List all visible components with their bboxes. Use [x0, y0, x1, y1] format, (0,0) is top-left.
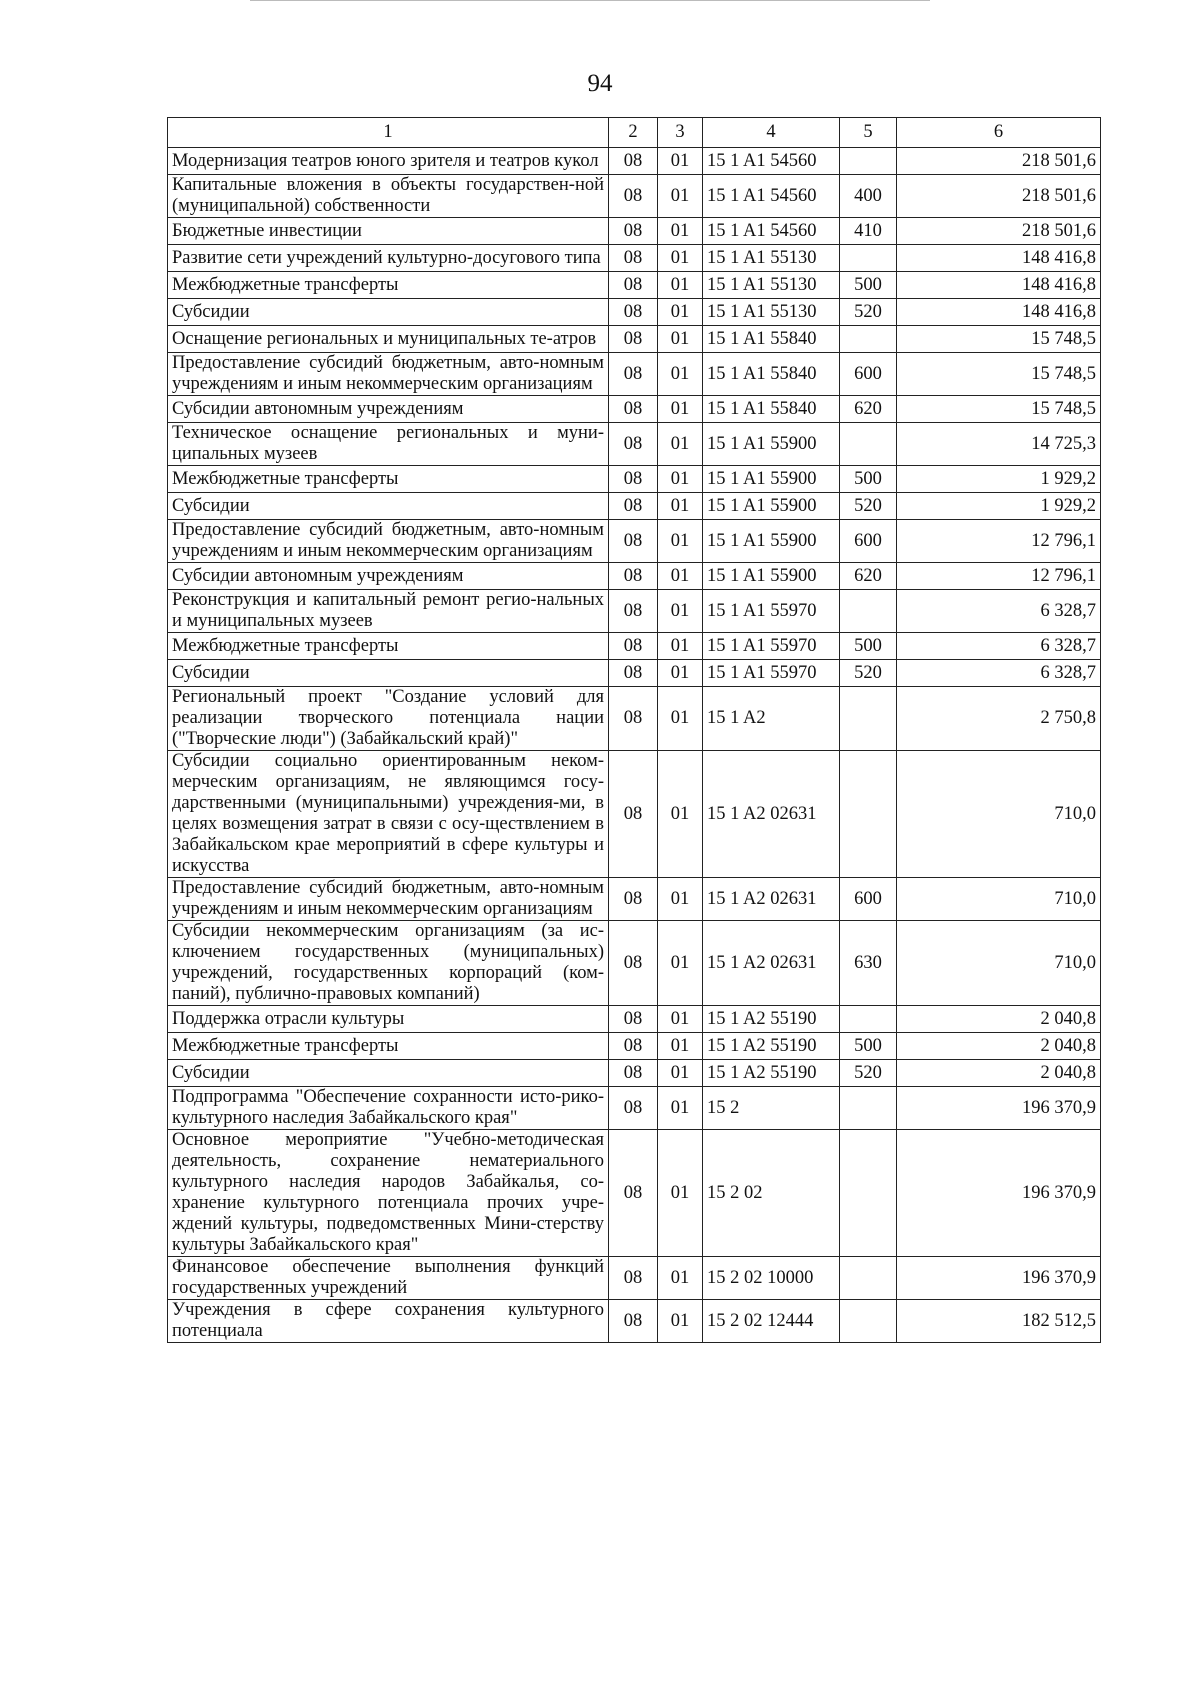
row-section-code: 08 [609, 921, 658, 1006]
row-amount: 2 040,8 [897, 1033, 1101, 1060]
row-target-code: 15 1 A1 55900 [703, 423, 840, 466]
row-amount: 196 370,9 [897, 1257, 1101, 1300]
row-expense-type [840, 590, 897, 633]
row-expense-type: 600 [840, 353, 897, 396]
table-row [168, 563, 1101, 590]
row-amount: 148 416,8 [897, 272, 1101, 299]
table-row [168, 1300, 1101, 1343]
row-amount: 182 512,5 [897, 1300, 1101, 1343]
row-amount: 218 501,6 [897, 148, 1101, 175]
row-expense-type [840, 687, 897, 751]
row-target-code: 15 1 A1 55130 [703, 245, 840, 272]
row-expense-type: 620 [840, 563, 897, 590]
row-section-code: 08 [609, 326, 658, 353]
row-section-code: 08 [609, 396, 658, 423]
row-expense-type [840, 148, 897, 175]
scan-edge-line [250, 0, 930, 1]
row-name: Модернизация театров юного зрителя и театров кукол [168, 148, 609, 175]
row-amount: 6 328,7 [897, 633, 1101, 660]
row-name: Межбюджетные трансферты [168, 272, 609, 299]
row-amount: 1 929,2 [897, 466, 1101, 493]
row-name: Реконструкция и капитальный ремонт регио-нальных и муниципальных музеев [168, 590, 609, 633]
row-amount: 196 370,9 [897, 1087, 1101, 1130]
row-expense-type [840, 751, 897, 878]
row-target-code: 15 1 A2 55190 [703, 1033, 840, 1060]
row-expense-type [840, 1006, 897, 1033]
row-subsection-code: 01 [658, 245, 703, 272]
table-row [168, 245, 1101, 272]
row-amount: 196 370,9 [897, 1130, 1101, 1257]
row-expense-type: 500 [840, 1033, 897, 1060]
row-subsection-code: 01 [658, 175, 703, 218]
row-expense-type: 500 [840, 272, 897, 299]
header-col-5: 5 [840, 118, 897, 148]
row-name: Основное мероприятие "Учебно-методическая деятельность, сохранение нематериального культурного наследия народов Забайкалья, со-хранение культурного потенциала прочих учре-ждений культуры, подведомственных Мини-стерству культуры Забайкальского края" [168, 1130, 609, 1257]
row-subsection-code: 01 [658, 878, 703, 921]
row-amount: 14 725,3 [897, 423, 1101, 466]
row-subsection-code: 01 [658, 1130, 703, 1257]
row-section-code: 08 [609, 1300, 658, 1343]
row-section-code: 08 [609, 272, 658, 299]
row-target-code: 15 1 A1 54560 [703, 148, 840, 175]
row-amount: 218 501,6 [897, 218, 1101, 245]
table-row [168, 921, 1101, 1006]
row-subsection-code: 01 [658, 633, 703, 660]
row-target-code: 15 1 A1 55840 [703, 396, 840, 423]
row-section-code: 08 [609, 633, 658, 660]
row-expense-type [840, 1130, 897, 1257]
row-target-code: 15 1 A1 55130 [703, 272, 840, 299]
table-row [168, 1006, 1101, 1033]
row-section-code: 08 [609, 520, 658, 563]
header-col-3: 3 [658, 118, 703, 148]
row-name: Субсидии некоммерческим организациям (за ис-ключением государственных (муниципальных) учреждений, государственных корпораций (ком-паний), публично-правовых компаний) [168, 921, 609, 1006]
row-section-code: 08 [609, 175, 658, 218]
row-subsection-code: 01 [658, 590, 703, 633]
table-row [168, 687, 1101, 751]
row-target-code: 15 1 A1 55970 [703, 660, 840, 687]
page-number: 94 [587, 70, 613, 97]
row-target-code: 15 2 02 12444 [703, 1300, 840, 1343]
table-row [168, 660, 1101, 687]
row-amount: 148 416,8 [897, 245, 1101, 272]
row-subsection-code: 01 [658, 1257, 703, 1300]
row-subsection-code: 01 [658, 1006, 703, 1033]
row-subsection-code: 01 [658, 1300, 703, 1343]
row-subsection-code: 01 [658, 423, 703, 466]
row-section-code: 08 [609, 590, 658, 633]
table-row [168, 1087, 1101, 1130]
row-section-code: 08 [609, 148, 658, 175]
row-amount: 15 748,5 [897, 396, 1101, 423]
row-name: Субсидии автономным учреждениям [168, 396, 609, 423]
row-expense-type: 520 [840, 660, 897, 687]
table-row [168, 353, 1101, 396]
row-expense-type: 520 [840, 299, 897, 326]
row-expense-type: 600 [840, 878, 897, 921]
table-row [168, 590, 1101, 633]
table-row [168, 396, 1101, 423]
row-target-code: 15 1 A2 02631 [703, 751, 840, 878]
row-amount: 15 748,5 [897, 353, 1101, 396]
row-section-code: 08 [609, 1130, 658, 1257]
row-name: Субсидии [168, 299, 609, 326]
row-amount: 148 416,8 [897, 299, 1101, 326]
row-amount: 6 328,7 [897, 590, 1101, 633]
table-row [168, 633, 1101, 660]
row-name: Предоставление субсидий бюджетным, авто-номным учреждениям и иным некоммерческим организациям [168, 878, 609, 921]
row-amount: 2 040,8 [897, 1060, 1101, 1087]
row-amount: 15 748,5 [897, 326, 1101, 353]
row-name: Развитие сети учреждений культурно-досугового типа [168, 245, 609, 272]
row-expense-type: 400 [840, 175, 897, 218]
header-row [168, 118, 1101, 148]
row-name: Субсидии [168, 493, 609, 520]
row-expense-type [840, 1257, 897, 1300]
row-name: Субсидии [168, 1060, 609, 1087]
row-name: Оснащение региональных и муниципальных те-атров [168, 326, 609, 353]
row-subsection-code: 01 [658, 396, 703, 423]
header-col-6: 6 [897, 118, 1101, 148]
row-target-code: 15 2 [703, 1087, 840, 1130]
table-row [168, 299, 1101, 326]
row-subsection-code: 01 [658, 687, 703, 751]
row-name: Подпрограмма "Обеспечение сохранности исто-рико-культурного наследия Забайкальского края" [168, 1087, 609, 1130]
row-section-code: 08 [609, 1006, 658, 1033]
row-name: Учреждения в сфере сохранения культурного потенциала [168, 1300, 609, 1343]
row-section-code: 08 [609, 299, 658, 326]
row-name: Поддержка отрасли культуры [168, 1006, 609, 1033]
row-section-code: 08 [609, 466, 658, 493]
table-row [168, 1033, 1101, 1060]
row-section-code: 08 [609, 423, 658, 466]
row-amount: 6 328,7 [897, 660, 1101, 687]
row-target-code: 15 1 A2 02631 [703, 921, 840, 1006]
row-target-code: 15 1 A1 55840 [703, 353, 840, 396]
row-expense-type: 520 [840, 1060, 897, 1087]
row-name: Межбюджетные трансферты [168, 466, 609, 493]
row-target-code: 15 2 02 [703, 1130, 840, 1257]
row-amount: 218 501,6 [897, 175, 1101, 218]
row-amount: 2 040,8 [897, 1006, 1101, 1033]
row-section-code: 08 [609, 878, 658, 921]
row-section-code: 08 [609, 353, 658, 396]
table-row [168, 493, 1101, 520]
row-target-code: 15 1 A2 55190 [703, 1006, 840, 1033]
table-row [168, 423, 1101, 466]
row-expense-type: 410 [840, 218, 897, 245]
row-subsection-code: 01 [658, 218, 703, 245]
row-amount: 12 796,1 [897, 520, 1101, 563]
row-expense-type [840, 423, 897, 466]
row-amount: 12 796,1 [897, 563, 1101, 590]
row-subsection-code: 01 [658, 520, 703, 563]
row-section-code: 08 [609, 218, 658, 245]
budget-table [167, 117, 1101, 1343]
header-col-4: 4 [703, 118, 840, 148]
row-name: Предоставление субсидий бюджетным, авто-номным учреждениям и иным некоммерческим организациям [168, 520, 609, 563]
row-target-code: 15 1 A1 55130 [703, 299, 840, 326]
row-section-code: 08 [609, 660, 658, 687]
row-amount: 1 929,2 [897, 493, 1101, 520]
row-subsection-code: 01 [658, 660, 703, 687]
row-target-code: 15 1 A2 02631 [703, 878, 840, 921]
row-amount: 710,0 [897, 878, 1101, 921]
table-body [168, 148, 1101, 1343]
row-amount: 710,0 [897, 751, 1101, 878]
row-subsection-code: 01 [658, 299, 703, 326]
header-col-2: 2 [609, 118, 658, 148]
table-row [168, 520, 1101, 563]
row-name: Капитальные вложения в объекты государствен-ной (муниципальной) собственности [168, 175, 609, 218]
row-subsection-code: 01 [658, 1060, 703, 1087]
row-target-code: 15 1 A1 54560 [703, 218, 840, 245]
row-expense-type [840, 1087, 897, 1130]
row-expense-type: 630 [840, 921, 897, 1006]
row-target-code: 15 1 A2 [703, 687, 840, 751]
table-row [168, 751, 1101, 878]
row-section-code: 08 [609, 563, 658, 590]
row-subsection-code: 01 [658, 493, 703, 520]
row-name: Предоставление субсидий бюджетным, авто-номным учреждениям и иным некоммерческим организациям [168, 353, 609, 396]
row-name: Межбюджетные трансферты [168, 633, 609, 660]
header-col-1: 1 [168, 118, 609, 148]
row-expense-type: 500 [840, 633, 897, 660]
row-section-code: 08 [609, 245, 658, 272]
row-subsection-code: 01 [658, 1087, 703, 1130]
row-section-code: 08 [609, 751, 658, 878]
row-amount: 710,0 [897, 921, 1101, 1006]
row-name: Субсидии автономным учреждениям [168, 563, 609, 590]
table-row [168, 326, 1101, 353]
row-expense-type [840, 245, 897, 272]
table-row [168, 466, 1101, 493]
row-target-code: 15 1 A1 55900 [703, 563, 840, 590]
row-subsection-code: 01 [658, 148, 703, 175]
row-section-code: 08 [609, 1033, 658, 1060]
row-target-code: 15 1 A1 55900 [703, 493, 840, 520]
row-section-code: 08 [609, 687, 658, 751]
row-name: Региональный проект "Создание условий для реализации творческого потенциала нации ("Творческие люди") (Забайкальский край)" [168, 687, 609, 751]
row-expense-type: 500 [840, 466, 897, 493]
row-target-code: 15 1 A2 55190 [703, 1060, 840, 1087]
row-subsection-code: 01 [658, 563, 703, 590]
table-row [168, 1130, 1101, 1257]
table-row [168, 175, 1101, 218]
row-target-code: 15 1 A1 55970 [703, 633, 840, 660]
row-target-code: 15 1 A1 54560 [703, 175, 840, 218]
row-target-code: 15 1 A1 55900 [703, 520, 840, 563]
table-row [168, 148, 1101, 175]
row-subsection-code: 01 [658, 272, 703, 299]
row-expense-type: 600 [840, 520, 897, 563]
row-expense-type [840, 1300, 897, 1343]
row-name: Бюджетные инвестиции [168, 218, 609, 245]
row-expense-type: 520 [840, 493, 897, 520]
table-row [168, 878, 1101, 921]
table-row [168, 1257, 1101, 1300]
table-row [168, 272, 1101, 299]
row-subsection-code: 01 [658, 751, 703, 878]
row-subsection-code: 01 [658, 466, 703, 493]
row-subsection-code: 01 [658, 326, 703, 353]
row-expense-type: 620 [840, 396, 897, 423]
row-subsection-code: 01 [658, 1033, 703, 1060]
row-subsection-code: 01 [658, 921, 703, 1006]
row-section-code: 08 [609, 1060, 658, 1087]
row-name: Техническое оснащение региональных и муни-ципальных музеев [168, 423, 609, 466]
row-name: Финансовое обеспечение выполнения функций государственных учреждений [168, 1257, 609, 1300]
table-row [168, 1060, 1101, 1087]
row-name: Субсидии [168, 660, 609, 687]
row-target-code: 15 1 A1 55900 [703, 466, 840, 493]
row-expense-type [840, 326, 897, 353]
row-name: Субсидии социально ориентированным неком-мерческим организациям, не являющимся госу-дарственными (муниципальными) учреждения-ми, в целях возмещения затрат в связи с осу-ществлением в Забайкальском крае мероприятий в сфере культуры и искусства [168, 751, 609, 878]
row-section-code: 08 [609, 1257, 658, 1300]
row-name: Межбюджетные трансферты [168, 1033, 609, 1060]
row-target-code: 15 2 02 10000 [703, 1257, 840, 1300]
row-section-code: 08 [609, 493, 658, 520]
row-amount: 2 750,8 [897, 687, 1101, 751]
table-row [168, 218, 1101, 245]
row-target-code: 15 1 A1 55970 [703, 590, 840, 633]
row-subsection-code: 01 [658, 353, 703, 396]
row-section-code: 08 [609, 1087, 658, 1130]
row-target-code: 15 1 A1 55840 [703, 326, 840, 353]
